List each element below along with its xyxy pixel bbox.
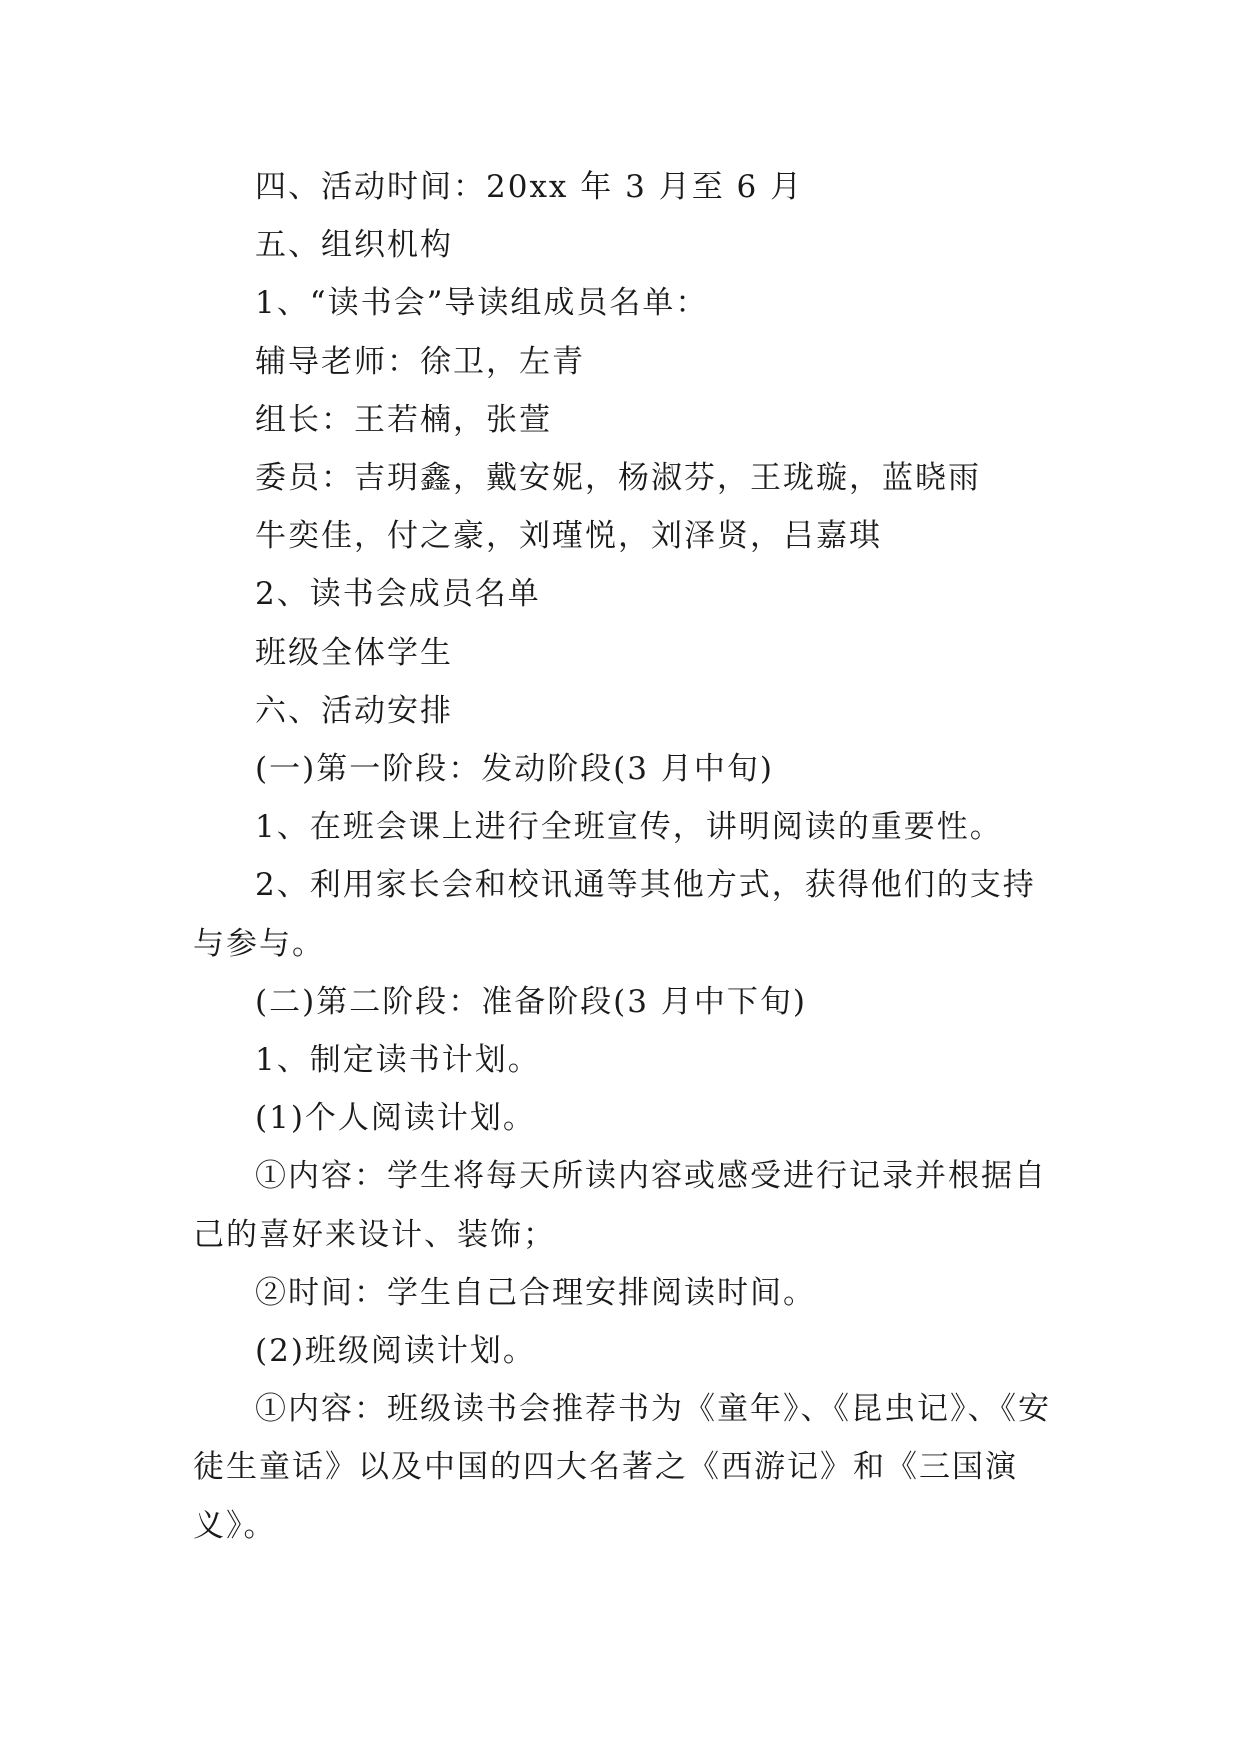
paragraph-class-promotion: 1、在班会课上进行全班宣传，讲明阅读的重要性。: [255, 809, 1003, 846]
paragraph-personal-plan: (1)个人阅读计划。: [255, 1100, 536, 1137]
section-heading-arrangement: 六、活动安排: [255, 692, 453, 729]
stage-heading-first: (一)第一阶段：发动阶段(3 月中旬): [255, 751, 774, 788]
paragraph-class-content: ①内容：班级读书会推荐书为《童年》、《昆虫记》、《安徒生童话》以及中国的四大名著之《西游记》和《三国演义》。: [193, 1391, 1051, 1544]
paragraph-reading-plan: 1、制定读书计划。: [255, 1042, 541, 1079]
paragraph-group-leaders: 组长：王若楠，张萱: [255, 401, 552, 438]
section-heading-organization: 五、组织机构: [255, 227, 453, 264]
paragraph-personal-time: ②时间：学生自己合理安排阅读时间。: [255, 1274, 816, 1311]
paragraph-personal-content: ①内容：学生将每天所读内容或感受进行记录并根据自己的喜好来设计、装饰；: [193, 1158, 1047, 1253]
document-body: [193, 158, 1055, 1555]
paragraph-advisors: 辅导老师：徐卫，左青: [255, 343, 585, 380]
subheading-club-members: 2、读书会成员名单: [255, 576, 541, 613]
paragraph-parent-support: 2、利用家长会和校讯通等其他方式，获得他们的支持与参与。: [193, 867, 1036, 962]
paragraph-class-plan: (2)班级阅读计划。: [255, 1333, 536, 1370]
paragraph-all-students: 班级全体学生: [255, 634, 453, 671]
paragraph-committee-members-continued: 牛奕佳，付之豪，刘瑾悦，刘泽贤，吕嘉琪: [255, 518, 882, 555]
stage-heading-second: (二)第二阶段：准备阶段(3 月中下旬): [255, 983, 807, 1020]
section-heading-activity-time: 四、活动时间：20xx 年 3 月至 6 月: [255, 169, 804, 205]
paragraph-committee-members: 委员：吉玥鑫，戴安妮，杨淑芬，王珑璇，蓝晓雨: [255, 460, 981, 497]
subheading-guide-group: 1、“读书会”导读组成员名单：: [255, 285, 709, 322]
